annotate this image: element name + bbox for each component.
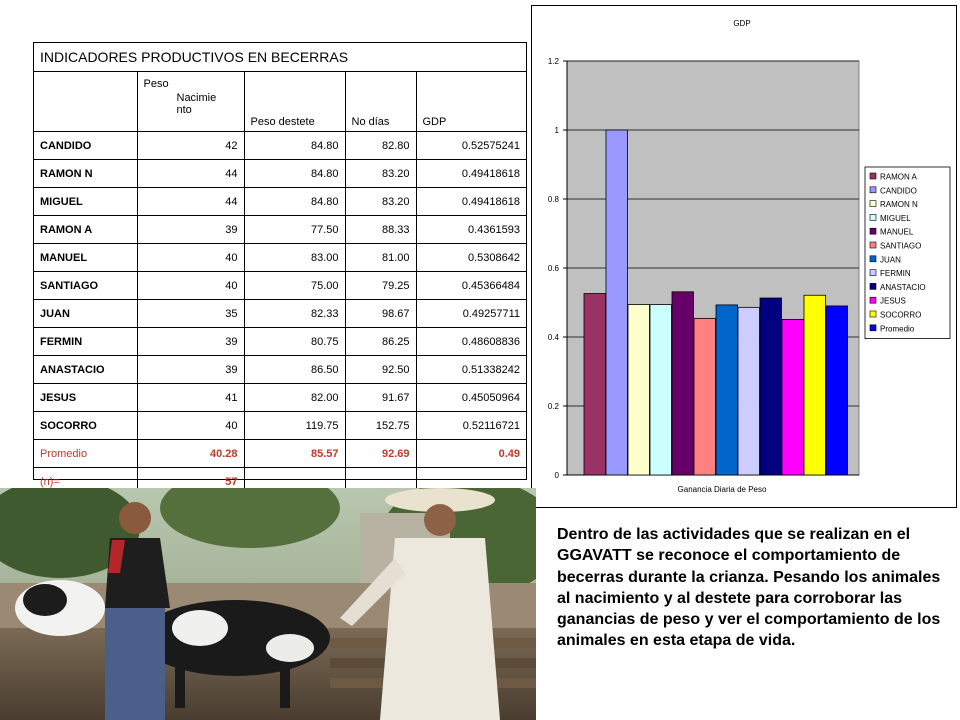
- table-row: [34, 384, 526, 412]
- cell-name: SOCORRO: [34, 412, 137, 440]
- legend-swatch: [870, 242, 876, 248]
- cell-name: SANTIAGO: [34, 272, 137, 300]
- bar-jesus: [782, 319, 804, 475]
- legend-swatch: [870, 297, 876, 303]
- legend-swatch: [870, 270, 876, 276]
- legend-swatch: [870, 214, 876, 220]
- legend-swatch: [870, 201, 876, 207]
- cell-destete: 77.50: [244, 216, 345, 244]
- table-row: [34, 328, 526, 356]
- table-row: [34, 244, 526, 272]
- header-no-dias: No días: [345, 72, 416, 132]
- legend-label: ANASTACIO: [880, 282, 926, 292]
- legend-label: RAMON N: [880, 200, 918, 210]
- cell-peso: 35: [137, 300, 244, 328]
- cell-destete: 84.80: [244, 188, 345, 216]
- table-row: [34, 188, 526, 216]
- cell-destete: 75.00: [244, 272, 345, 300]
- calf-white-patch: [172, 610, 228, 646]
- calves-weighing-photo: [0, 488, 536, 720]
- gdp-chart: [531, 5, 957, 508]
- cell-name: CANDIDO: [34, 132, 137, 160]
- cell-destete: 82.00: [244, 384, 345, 412]
- cell-gdp: 0.52116721: [416, 412, 526, 440]
- cell-dias: 92.69: [345, 440, 416, 468]
- cell-peso: 39: [137, 216, 244, 244]
- cell-dias: 79.25: [345, 272, 416, 300]
- cell-dias: 152.75: [345, 412, 416, 440]
- man-right-head: [424, 504, 456, 536]
- y-tick-label: 0.2: [547, 402, 559, 411]
- legend-label: MANUEL: [880, 227, 914, 237]
- cell-peso: 57: [137, 468, 244, 496]
- cell-name: Promedio: [34, 440, 137, 468]
- legend-label: JUAN: [880, 255, 901, 265]
- cell-dias: 86.25: [345, 328, 416, 356]
- man-left-head: [119, 502, 151, 534]
- bar-fermin: [738, 307, 760, 475]
- cell-gdp: 0.52575241: [416, 132, 526, 160]
- table-row: [34, 216, 526, 244]
- cell-dias: 83.20: [345, 188, 416, 216]
- cell-name: (n)=: [34, 468, 137, 496]
- y-tick-label: 0: [554, 471, 559, 480]
- cell-peso: 40: [137, 272, 244, 300]
- cell-gdp: 0.49418618: [416, 160, 526, 188]
- photo-illustration: [0, 488, 536, 720]
- calf-white-patch: [266, 634, 314, 662]
- cell-peso: 40: [137, 244, 244, 272]
- table-row: [34, 300, 526, 328]
- cell-peso: 44: [137, 188, 244, 216]
- legend-label: CANDIDO: [880, 186, 917, 196]
- legend-label: Promedio: [880, 324, 915, 334]
- cell-name: ANASTACIO: [34, 356, 137, 384]
- cell-gdp: 0.51338242: [416, 356, 526, 384]
- header-gdp: GDP: [416, 72, 526, 132]
- calf-leg: [280, 668, 290, 708]
- table-header-row: [34, 72, 526, 132]
- header-peso-line2-wrap: [177, 92, 217, 116]
- cell-destete: 86.50: [244, 356, 345, 384]
- legend-swatch: [870, 187, 876, 193]
- y-tick-label: 0.6: [547, 264, 559, 273]
- cell-destete: 80.75: [244, 328, 345, 356]
- cell-destete: 119.75: [244, 412, 345, 440]
- table-row: [34, 272, 526, 300]
- cell-destete: 84.80: [244, 132, 345, 160]
- chart-title: GDP: [733, 19, 751, 28]
- table-title: INDICADORES PRODUCTIVOS EN BECERRAS: [34, 43, 526, 72]
- bar-miguel: [650, 305, 672, 475]
- table-row: [34, 132, 526, 160]
- cell-destete: 85.57: [244, 440, 345, 468]
- bar-candido: [606, 130, 628, 475]
- y-tick-label: 1.2: [547, 57, 559, 66]
- cell-peso: 44: [137, 160, 244, 188]
- cell-dias: 82.80: [345, 132, 416, 160]
- bar-ramon-n: [628, 305, 650, 475]
- cell-peso: 42: [137, 132, 244, 160]
- bar-promedio: [826, 306, 848, 475]
- prom-row: [34, 440, 526, 468]
- bar-ramon-a: [584, 294, 606, 475]
- cell-gdp: 0.48608836: [416, 328, 526, 356]
- cell-peso: 39: [137, 356, 244, 384]
- legend-swatch: [870, 283, 876, 289]
- cell-gdp: 0.4361593: [416, 216, 526, 244]
- cell-dias: 92.50: [345, 356, 416, 384]
- legend-label: JESUS: [880, 296, 906, 306]
- description-paragraph: Dentro de las actividades que se realizan en el GGAVATT se reconoce el comportamiento de becerras durante la crianza. Pesando los animales al nacimiento y al destete para corroborar las ganancias de peso y ver el comportamiento de los animales en esta etapa de vida.: [557, 526, 941, 650]
- cell-destete: 83.00: [244, 244, 345, 272]
- cell-gdp: 0.45050964: [416, 384, 526, 412]
- table-row: [34, 160, 526, 188]
- y-tick-label: 0.8: [547, 195, 559, 204]
- productive-indicators-table: [33, 42, 527, 488]
- cell-gdp: 0.5308642: [416, 244, 526, 272]
- cell-name: MANUEL: [34, 244, 137, 272]
- legend-swatch: [870, 228, 876, 234]
- legend-label: SANTIAGO: [880, 241, 922, 251]
- cell-peso: 40.28: [137, 440, 244, 468]
- cell-gdp: 0.49257711: [416, 300, 526, 328]
- header-peso-line3: nto: [176, 104, 192, 116]
- legend-swatch: [870, 325, 876, 331]
- cell-peso: 40: [137, 412, 244, 440]
- table-row: [34, 356, 526, 384]
- legend-swatch: [870, 311, 876, 317]
- legend-label: MIGUEL: [880, 213, 911, 223]
- man-left-jeans: [105, 608, 165, 720]
- header-peso-destete: Peso destete: [244, 72, 345, 132]
- header-peso-nacimiento: [137, 72, 244, 132]
- legend-swatch: [870, 173, 876, 179]
- y-tick-label: 1: [554, 126, 559, 135]
- cell-peso: 41: [137, 384, 244, 412]
- cell-name: JESUS: [34, 384, 137, 412]
- bar-manuel: [672, 292, 694, 475]
- cell-destete: 82.33: [244, 300, 345, 328]
- cell-dias: 88.33: [345, 216, 416, 244]
- table-row: [34, 412, 526, 440]
- cell-gdp: 0.45366484: [416, 272, 526, 300]
- bar-santiago: [694, 318, 716, 475]
- header-peso-line1: Peso: [143, 78, 169, 90]
- cell-gdp: 0.49: [416, 440, 526, 468]
- y-tick-label: 0.4: [547, 333, 559, 342]
- cell-name: JUAN: [34, 300, 137, 328]
- legend-swatch: [870, 256, 876, 262]
- legend-label: FERMIN: [880, 269, 911, 279]
- bar-anastacio: [760, 298, 782, 475]
- bar-juan: [716, 305, 738, 475]
- calf-black-patch: [23, 584, 67, 616]
- header-name-column: [34, 72, 137, 132]
- legend-label: RAMON A: [880, 172, 917, 182]
- cell-peso: 39: [137, 328, 244, 356]
- cell-name: RAMON A: [34, 216, 137, 244]
- cell-dias: 91.67: [345, 384, 416, 412]
- cell-name: FERMIN: [34, 328, 137, 356]
- cell-dias: 98.67: [345, 300, 416, 328]
- bar-socorro: [804, 295, 826, 475]
- cell-destete: 84.80: [244, 160, 345, 188]
- calf-leg: [175, 668, 185, 708]
- legend-label: SOCORRO: [880, 310, 922, 320]
- x-axis-label: Ganancia Diaria de Peso: [677, 485, 767, 494]
- header-peso-line2: Nacimie: [176, 92, 217, 104]
- cell-name: RAMON N: [34, 160, 137, 188]
- cell-name: MIGUEL: [34, 188, 137, 216]
- cell-gdp: 0.49418618: [416, 188, 526, 216]
- indicators-table: [34, 43, 526, 495]
- cell-dias: 81.00: [345, 244, 416, 272]
- cell-dias: 83.20: [345, 160, 416, 188]
- gdp-chart-svg: [532, 6, 956, 507]
